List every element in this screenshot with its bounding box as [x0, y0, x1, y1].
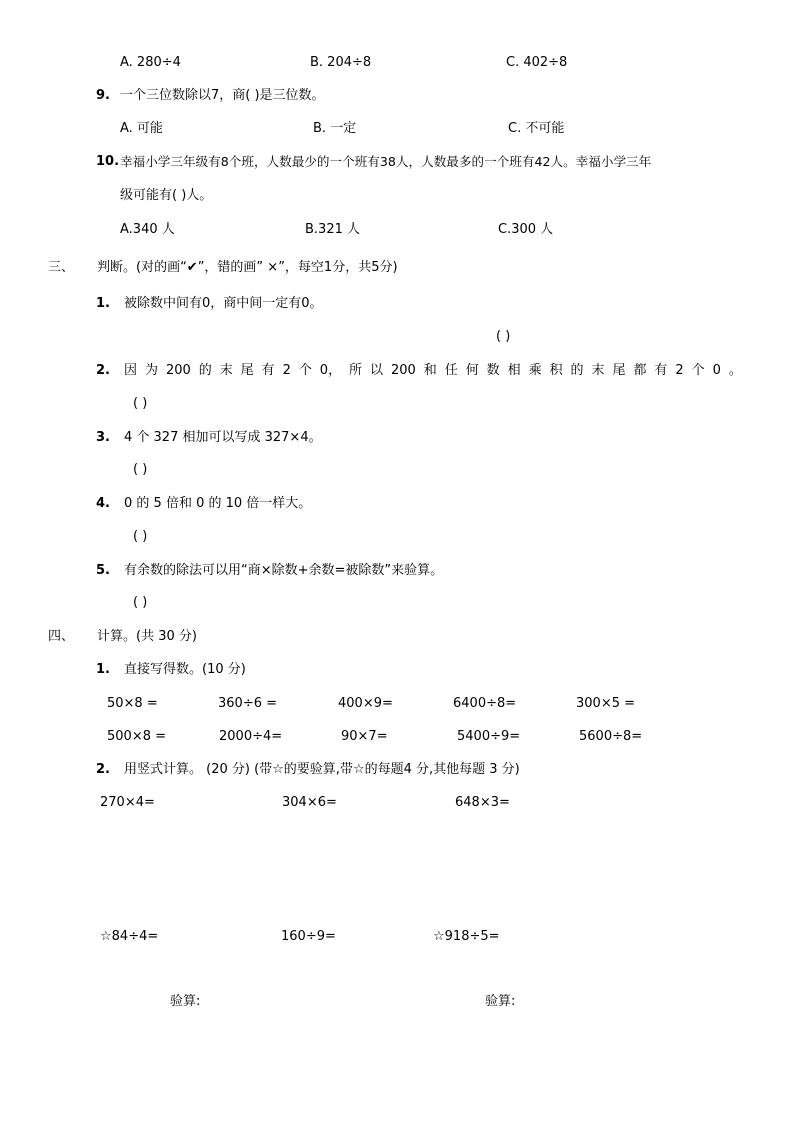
char: 以	[370, 363, 384, 378]
q10-question-line2: 级可能有( )人。	[120, 188, 213, 203]
q9-question: 一个三位数除以7，商( )是三位数。	[120, 88, 325, 103]
judge-item-number: 1.	[96, 296, 110, 311]
char: 数	[486, 363, 500, 378]
judge-item-number: 5.	[96, 563, 110, 578]
q10-question-line1: 幸福小学三年级有8个班，人数最少的一个班有38人，人数最多的一个班有42人。幸福小学三年	[120, 154, 652, 169]
char: 200	[390, 363, 416, 378]
char: 个	[691, 363, 705, 378]
char: 尾	[240, 363, 254, 378]
char: 0	[712, 363, 721, 378]
char: 。	[728, 363, 742, 378]
calc-part2-number: 2.	[96, 762, 110, 777]
check-label: 验算:	[170, 994, 201, 1009]
judge-item-blank: ( )	[133, 595, 148, 610]
judge-item-blank: ( )	[133, 462, 148, 477]
oral-calc-item: 2000÷4=	[219, 729, 283, 744]
char: 有	[654, 363, 668, 378]
char: 的	[198, 363, 212, 378]
char: 积	[549, 363, 563, 378]
q10-option-b: B.321 人	[305, 222, 360, 237]
oral-calc-item: 5400÷9=	[457, 729, 521, 744]
section3-title: 判断。(对的画“✔”，错的画” ×”，每空1分，共5分)	[97, 260, 398, 275]
char: 尾	[612, 363, 626, 378]
char: 有	[261, 363, 275, 378]
judge-item-text: 有余数的除法可以用“商×除数+余数=被除数”来验算。	[124, 563, 444, 578]
section4-title: 计算。(共 30 分)	[97, 629, 197, 644]
calc-part2-title: 用竖式计算。 (20 分) (带☆的要验算,带☆的每题4 分,其他每题 3 分)	[124, 762, 520, 777]
q10-number: 10.	[96, 154, 120, 169]
oral-calc-item: 300×5 =	[576, 696, 636, 711]
judge-item-number: 2.	[96, 363, 110, 378]
char: 末	[591, 363, 605, 378]
q8-option-c: C. 402÷8	[506, 55, 568, 70]
char: 因	[124, 363, 138, 378]
judge-item-blank: ( )	[133, 529, 148, 544]
q9-option-b: B. 一定	[313, 121, 357, 136]
vertical-calc-item: 270×4=	[100, 795, 155, 810]
judge-item-text: 0 的 5 倍和 0 的 10 倍一样大。	[124, 496, 312, 511]
q10-option-a: A.340 人	[120, 222, 175, 237]
judge-item-blank: ( )	[133, 396, 148, 411]
vertical-calc-item: 160÷9=	[281, 929, 336, 944]
oral-calc-item: 360÷6 =	[218, 696, 278, 711]
calc-part1-title: 直接写得数。(10 分)	[124, 662, 246, 677]
char: 任	[444, 363, 458, 378]
vertical-calc-item: ☆918÷5=	[433, 929, 500, 944]
oral-calc-item: 400×9=	[338, 696, 393, 711]
judge-item-number: 3.	[96, 430, 110, 445]
char: 为	[144, 363, 158, 378]
calc-part1-number: 1.	[96, 662, 110, 677]
char: 乘	[528, 363, 542, 378]
char: 个	[298, 363, 312, 378]
judge-item-text-justified	[124, 362, 742, 380]
char: 都	[633, 363, 647, 378]
q10-option-c: C.300 人	[498, 222, 554, 237]
check-label: 验算:	[485, 994, 516, 1009]
char: 2	[282, 363, 291, 378]
char: 200	[165, 363, 191, 378]
char: 所	[349, 363, 363, 378]
char: 的	[570, 363, 584, 378]
oral-calc-item: 500×8 =	[107, 729, 167, 744]
oral-calc-item: 6400÷8=	[453, 696, 517, 711]
oral-calc-item: 5600÷8=	[579, 729, 643, 744]
section3-label: 三、	[48, 260, 75, 275]
oral-calc-item: 90×7=	[341, 729, 388, 744]
q9-option-a: A. 可能	[120, 121, 163, 136]
judge-item-blank: ( )	[496, 329, 511, 344]
char: 和	[423, 363, 437, 378]
q8-option-b: B. 204÷8	[310, 55, 372, 70]
judge-item-text: 4 个 327 相加可以写成 327×4。	[124, 430, 322, 445]
section4-label: 四、	[48, 629, 75, 644]
char: 末	[219, 363, 233, 378]
judge-item-text: 被除数中间有0，商中间一定有0。	[124, 296, 323, 311]
q9-option-c: C. 不可能	[508, 121, 565, 136]
char: 0，	[319, 363, 342, 378]
char: 2	[675, 363, 684, 378]
vertical-calc-item: ☆84÷4=	[100, 929, 159, 944]
vertical-calc-item: 648×3=	[455, 795, 510, 810]
q8-option-a: A. 280÷4	[120, 55, 181, 70]
char: 相	[507, 363, 521, 378]
vertical-calc-item: 304×6=	[282, 795, 337, 810]
judge-item-number: 4.	[96, 496, 110, 511]
char: 何	[465, 363, 479, 378]
q9-number: 9.	[96, 88, 110, 103]
oral-calc-item: 50×8 =	[107, 696, 158, 711]
